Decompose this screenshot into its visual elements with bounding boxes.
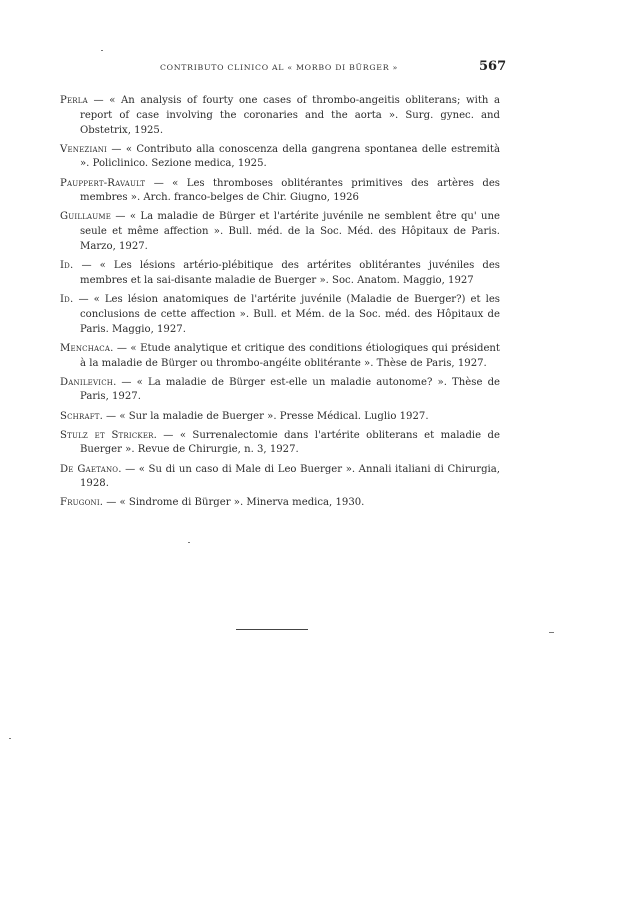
reference-author: Perla xyxy=(60,95,88,106)
reference-author: Schraft xyxy=(60,410,100,422)
reference-text: — « La maladie de Bürger et l'artérite juvénile ne semblent être qu' une seule et même affection ». Bull. méd. de la Soc. Méd. des Hôpitaux de Paris. Marzo, 1927. xyxy=(80,211,500,253)
reference-author: Id. xyxy=(60,260,74,272)
reference-author: Danilevich xyxy=(60,376,114,388)
reference-author: De Gaetano xyxy=(60,463,119,475)
reference-entry xyxy=(60,496,500,511)
reference-entry xyxy=(60,94,500,138)
reference-entry xyxy=(60,293,500,337)
page-number: 567 xyxy=(479,59,507,74)
reference-author: Frugoni xyxy=(60,497,100,509)
reference-text: . — « La maladie de Bürger est-elle un maladie autonome? ». Thèse de Paris, 1927. xyxy=(80,376,500,403)
reference-text: . — « Sur la maladie de Buerger ». Presse Médical. Luglio 1927. xyxy=(99,410,429,422)
reference-text: — « Les lésion anatomiques de l'artérite juvénile (Maladie de Buerger?) et les conclusions de cette affection ». Bull. et Mém. de la Soc. méd. des Hôpitaux de Paris. Maggio, 1927. xyxy=(73,294,500,335)
reference-entry xyxy=(60,177,500,207)
reference-text: — « An analysis of fourty one cases of thrombo-angeitis obliterans; with a report of case involving the coronaries and the aorta ». Surg. gynec. and Obstetrix, 1925. xyxy=(80,95,500,136)
reference-text: . — « Sindrome di Bürger ». Minerva medica, 1930. xyxy=(99,497,365,509)
reference-text: — « Les thromboses oblitérantes primitives des artères des membres ». Arch. franco-belges de Chir. Giugno, 1926 xyxy=(80,177,500,204)
reference-text: — « Les lésions artério-plébitique des artérites oblitérantes juvéniles des membres et la sai-disante maladie de Buerger ». Soc. Anatom. Maggio, 1927 xyxy=(73,260,500,286)
scan-speck xyxy=(101,50,103,51)
scan-speck xyxy=(549,632,554,633)
reference-entry xyxy=(60,410,500,425)
reference-entry xyxy=(60,429,500,459)
reference-author: Menchaca xyxy=(60,342,111,354)
reference-author: Veneziani xyxy=(60,143,108,155)
reference-text: . — « Etude analytique et critique des conditions étiologiques qui président à la maladie de Bürger ou thrombo-angéite oblitérante ». Thèse de Paris, 1927. xyxy=(80,342,500,369)
reference-author: Stulz et Stricker xyxy=(60,429,154,441)
scan-speck xyxy=(9,738,11,739)
reference-author: Guillaume xyxy=(60,211,112,223)
running-title: CONTRIBUTO CLINICO AL « MORBO DI BÜRGER » xyxy=(160,63,398,72)
reference-entry xyxy=(60,376,500,406)
reference-author: Pauppert-Ravault xyxy=(60,177,146,189)
bibliography-list xyxy=(60,94,500,515)
scan-speck xyxy=(188,542,190,543)
reference-entry xyxy=(60,210,500,254)
reference-text: . — « Su di un caso di Male di Leo Buerger ». Annali italiani di Chirurgia, 1928. xyxy=(80,463,500,490)
reference-text: . — « Surrenalectomie dans l'artérite obliterans et maladie de Buerger ». Revue de Chirurgie, n. 3, 1927. xyxy=(80,429,500,456)
reference-entry xyxy=(60,143,500,173)
page-header xyxy=(0,59,638,77)
reference-author: Id. xyxy=(60,294,74,306)
reference-entry xyxy=(60,463,500,493)
reference-entry xyxy=(60,259,500,289)
reference-entry xyxy=(60,342,500,372)
end-rule xyxy=(236,629,308,630)
reference-text: — « Contributo alla conoscenza della gangrena spontanea delle estremità ». Policlinico. Sezione medica, 1925. xyxy=(80,143,500,170)
